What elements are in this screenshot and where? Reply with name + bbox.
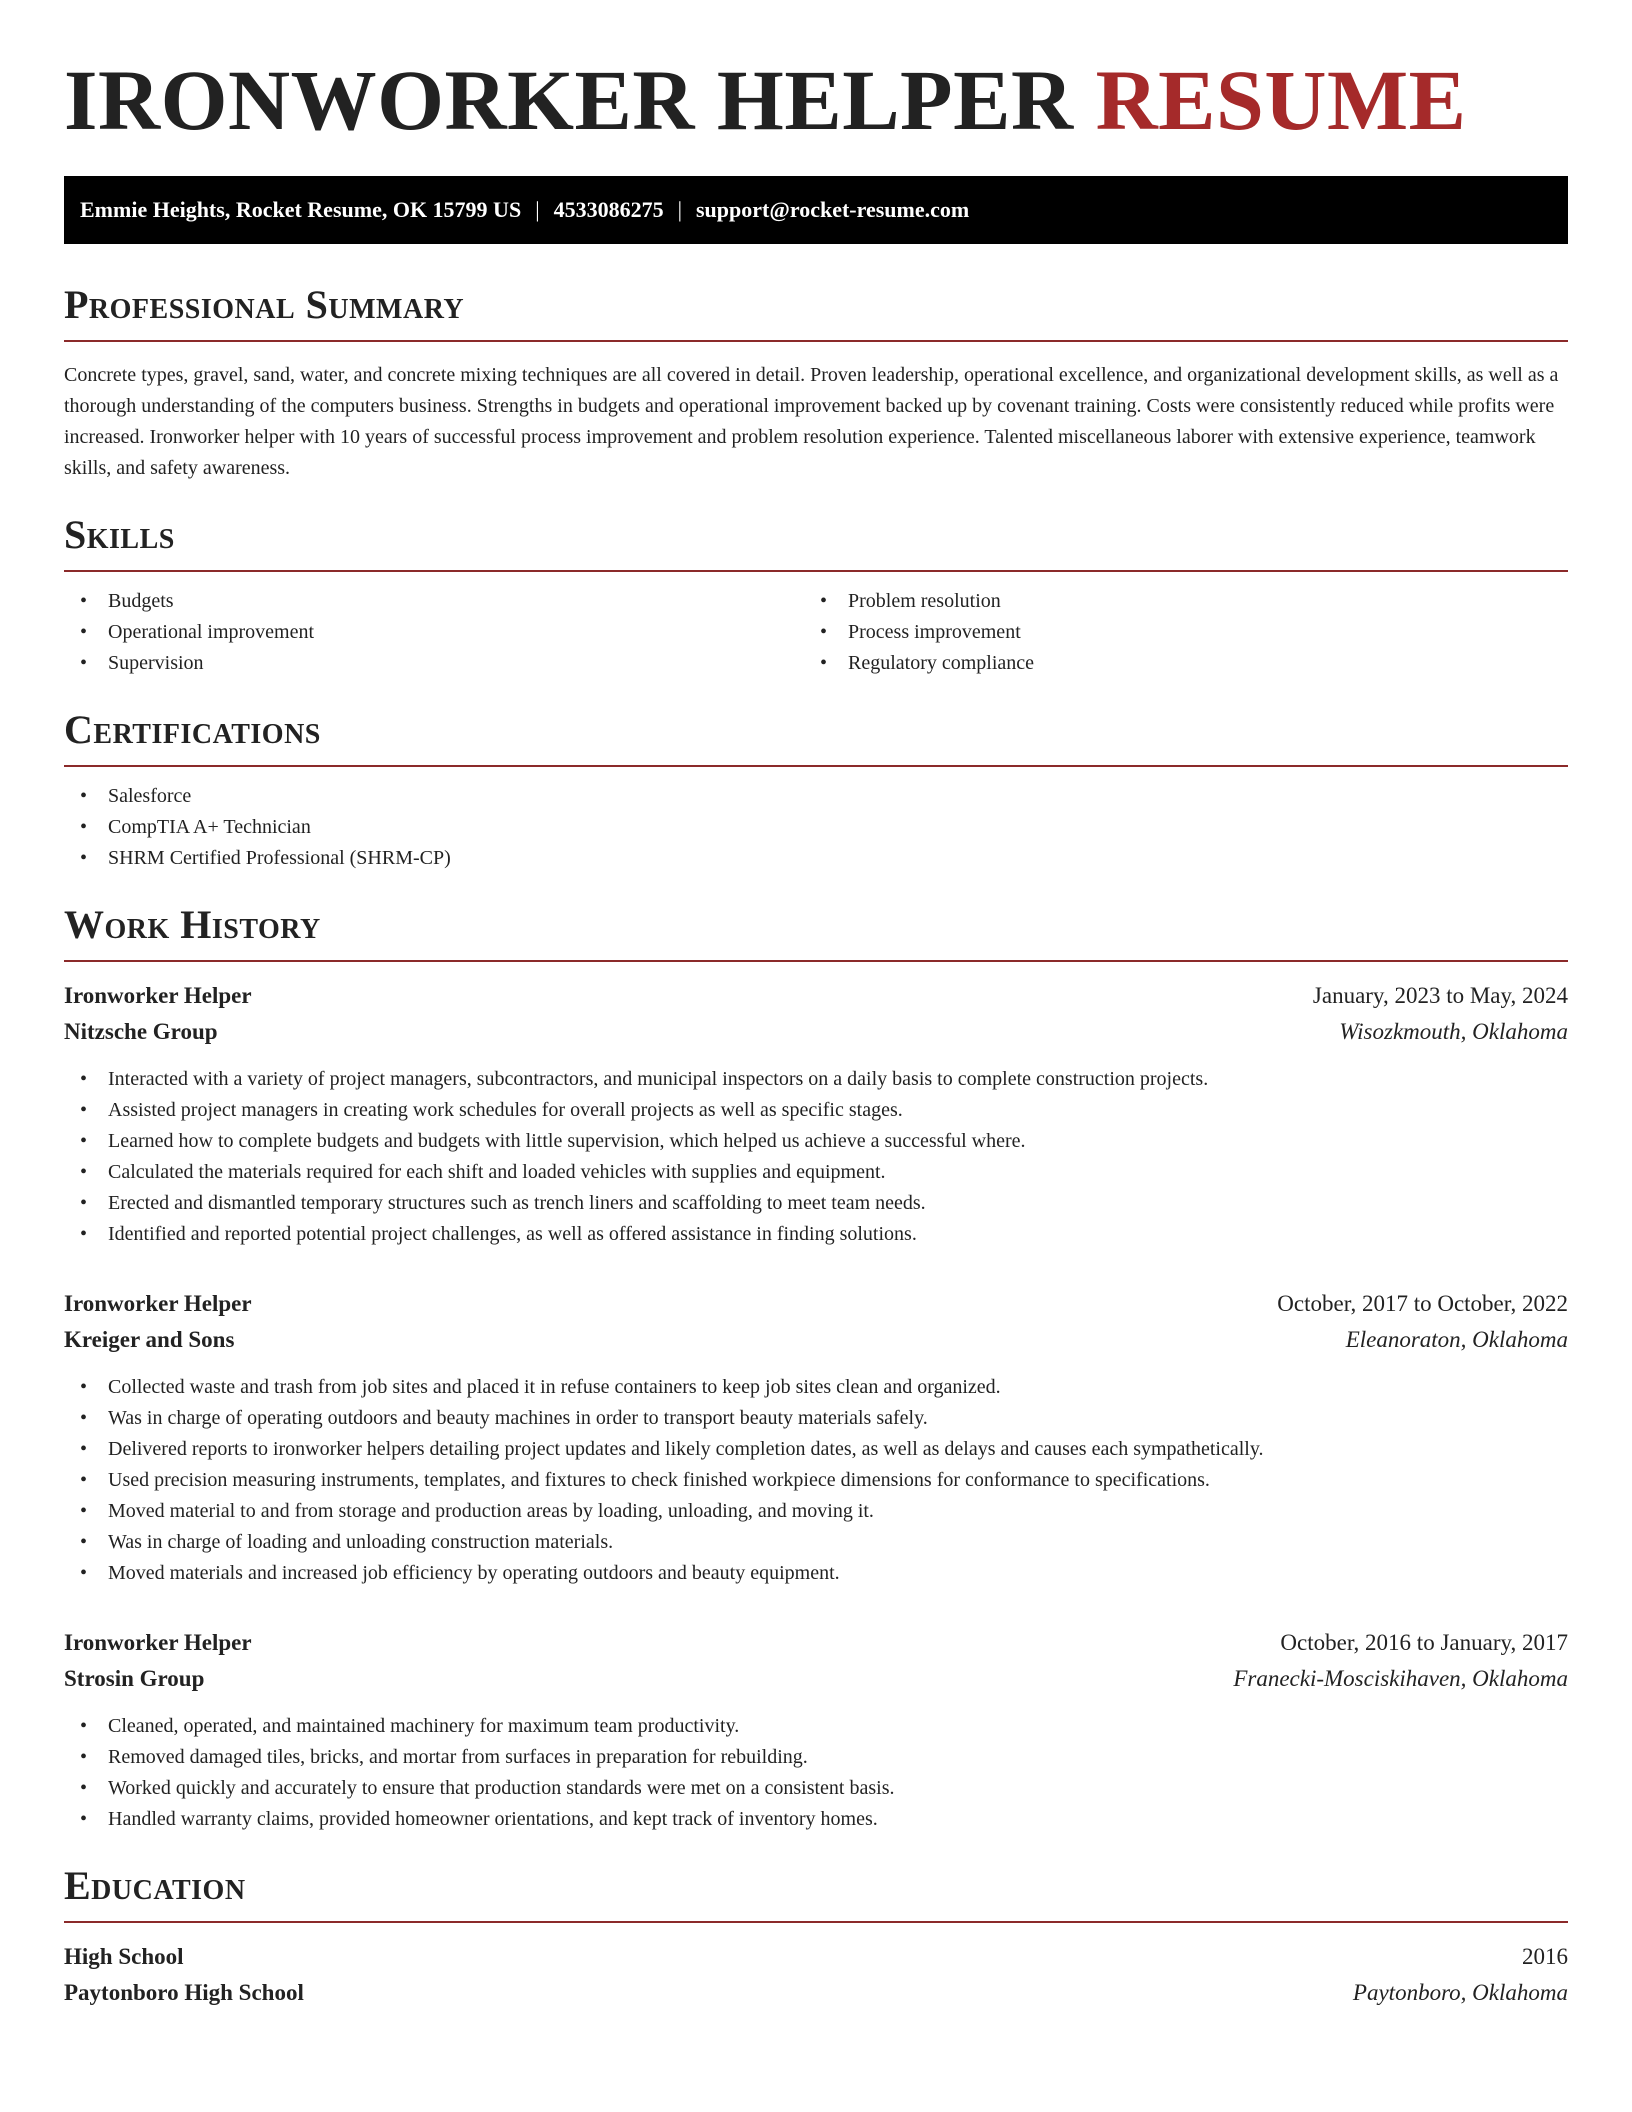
job-duty: • Calculated the materials required for each shift and loaded vehicles with supplies and equipment. <box>64 1157 1568 1188</box>
education-subheader <box>64 1975 1568 2011</box>
certifications-section <box>64 707 1568 874</box>
job-duty: • Was in charge of loading and unloading construction materials. <box>64 1527 1568 1558</box>
education-entry <box>64 1939 1568 2011</box>
contact-address: Emmie Heights, Rocket Resume, OK 15799 US <box>80 197 522 222</box>
job-duty: • Worked quickly and accurately to ensure that production standards were met on a consistent basis. <box>64 1773 1568 1804</box>
job-duty: • Used precision measuring instruments, templates, and fixtures to check finished workpiece dimensions for conformance to specifications. <box>64 1465 1568 1496</box>
skills-section <box>64 512 1568 679</box>
contact-separator: | <box>535 197 540 222</box>
contact-separator: | <box>677 197 682 222</box>
skill-item: • Process improvement <box>804 617 1544 648</box>
skill-item: • Operational improvement <box>64 617 804 648</box>
job-duty: • Cleaned, operated, and maintained machinery for maximum team productivity. <box>64 1711 1568 1742</box>
summary-heading: Professional Summary <box>64 282 1568 342</box>
title-accent: RESUME <box>1095 52 1467 148</box>
job-subheader <box>64 1322 1568 1358</box>
job-duty: • Identified and reported potential project challenges, as well as offered assistance in finding solutions. <box>64 1219 1568 1250</box>
contact-bar <box>64 176 1568 244</box>
job-title: Ironworker Helper <box>64 983 252 1008</box>
job-duty: • Interacted with a variety of project managers, subcontractors, and municipal inspectors on a daily basis to complete construction projects. <box>64 1064 1568 1095</box>
resume-page <box>64 0 1568 2011</box>
job-entry <box>64 1286 1568 1589</box>
education-year: 2016 <box>1522 1944 1568 1969</box>
certification-item: • CompTIA A+ Technician <box>64 812 1568 843</box>
education-degree: High School <box>64 1944 184 1969</box>
summary-text: Concrete types, gravel, sand, water, and concrete mixing techniques are all covered in detail. Proven leadership, operational excellence, and organizational development skills, as well as a thorough understanding of the computers business. Strengths in budgets and operational improvement backed up by covenant training. Costs were consistently reduced while profits were increased. Ironworker helper with 10 years of successful process improvement and problem resolution experience. Talented miscellaneous laborer with extensive experience, teamwork skills, and safety awareness. <box>64 364 1559 479</box>
job-duty: • Learned how to complete budgets and budgets with little supervision, which helped us achieve a successful where. <box>64 1126 1568 1157</box>
job-title: Ironworker Helper <box>64 1630 252 1655</box>
job-subheader <box>64 1014 1568 1050</box>
job-company: Kreiger and Sons <box>64 1327 235 1352</box>
skill-item: • Regulatory compliance <box>804 648 1544 679</box>
job-header <box>64 1286 1568 1322</box>
job-duties <box>64 1372 1568 1589</box>
skills-list-right <box>804 586 1544 679</box>
job-company: Strosin Group <box>64 1666 205 1691</box>
job-dates: October, 2016 to January, 2017 <box>1280 1630 1568 1655</box>
education-heading: Education <box>64 1863 1568 1923</box>
job-header <box>64 978 1568 1014</box>
summary-section <box>64 282 1568 484</box>
job-duty: • Moved material to and from storage and production areas by loading, unloading, and moving it. <box>64 1496 1568 1527</box>
skill-item: • Budgets <box>64 586 804 617</box>
job-duty: • Moved materials and increased job efficiency by operating outdoors and beauty equipment. <box>64 1558 1568 1589</box>
job-duty: • Erected and dismantled temporary structures such as trench liners and scaffolding to meet team needs. <box>64 1188 1568 1219</box>
job-entry <box>64 978 1568 1250</box>
skills-heading: Skills <box>64 512 1568 572</box>
job-duty: • Collected waste and trash from job sites and placed it in refuse containers to keep job sites clean and organized. <box>64 1372 1568 1403</box>
job-header <box>64 1625 1568 1661</box>
job-duty: • Delivered reports to ironworker helpers detailing project updates and likely completion dates, as well as delays and causes each sympathetically. <box>64 1434 1568 1465</box>
job-duties <box>64 1711 1568 1835</box>
skills-list-left <box>64 586 804 679</box>
job-entry <box>64 1625 1568 1835</box>
education-school: Paytonboro High School <box>64 1980 304 2005</box>
job-duties <box>64 1064 1568 1250</box>
contact-email[interactable]: support@rocket-resume.com <box>696 197 970 222</box>
work-history-heading: Work History <box>64 902 1568 962</box>
job-dates: January, 2023 to May, 2024 <box>1312 983 1568 1008</box>
certification-item: • SHRM Certified Professional (SHRM-CP) <box>64 843 1568 874</box>
education-section <box>64 1863 1568 2011</box>
work-history-section <box>64 902 1568 1835</box>
skills-grid <box>64 572 1568 679</box>
job-location: Eleanoraton, Oklahoma <box>1345 1327 1568 1352</box>
education-header <box>64 1939 1568 1975</box>
job-subheader <box>64 1661 1568 1697</box>
job-duty: • Assisted project managers in creating work schedules for overall projects as well as specific stages. <box>64 1095 1568 1126</box>
certifications-list <box>64 781 1568 874</box>
skill-item: • Supervision <box>64 648 804 679</box>
certifications-heading: Certifications <box>64 707 1568 767</box>
title-main: IRONWORKER HELPER <box>64 52 1074 148</box>
job-company: Nitzsche Group <box>64 1019 218 1044</box>
resume-title <box>64 0 1568 148</box>
job-dates: October, 2017 to October, 2022 <box>1277 1291 1568 1316</box>
job-location: Wisozkmouth, Oklahoma <box>1339 1019 1568 1044</box>
job-location: Franecki-Mosciskihaven, Oklahoma <box>1233 1666 1568 1691</box>
job-duty: • Handled warranty claims, provided homeowner orientations, and kept track of inventory homes. <box>64 1804 1568 1835</box>
job-duty: • Removed damaged tiles, bricks, and mortar from surfaces in preparation for rebuilding. <box>64 1742 1568 1773</box>
certification-item: • Salesforce <box>64 781 1568 812</box>
skill-item: • Problem resolution <box>804 586 1544 617</box>
contact-phone: 4533086275 <box>553 197 664 222</box>
job-duty: • Was in charge of operating outdoors and beauty machines in order to transport beauty materials safely. <box>64 1403 1568 1434</box>
job-title: Ironworker Helper <box>64 1291 252 1316</box>
education-location: Paytonboro, Oklahoma <box>1352 1980 1568 2005</box>
